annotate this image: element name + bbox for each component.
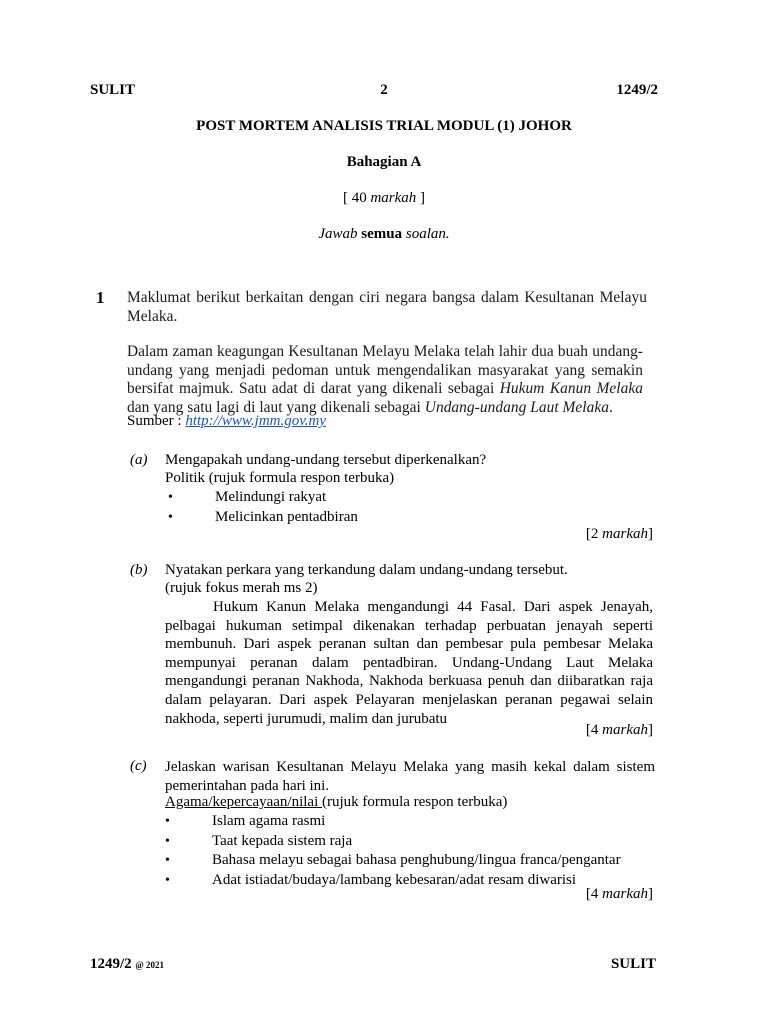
source-link[interactable]: http://www.jmm.gov.my bbox=[185, 413, 327, 429]
part-a-note: Politik (rujuk formula respon terbuka) bbox=[165, 470, 395, 486]
part-c-answer-list bbox=[165, 812, 621, 890]
part-b-marks: [4 markah] bbox=[585, 722, 653, 738]
footer-right-label: SULIT bbox=[610, 956, 656, 972]
list-item: • Bahasa melayu sebagai bahasa penghubung/lingua franca/pengantar bbox=[165, 851, 621, 871]
part-c-question: Jelaskan warisan Kesultanan Melayu Melaka yang masih kekal dalam sistem pemerintahan pada hari ini. bbox=[165, 759, 655, 794]
question-number: 1 bbox=[96, 288, 105, 307]
list-item: • Taat kepada sistem raja bbox=[165, 832, 621, 852]
list-item: • Melicinkan pentadbiran bbox=[168, 508, 358, 528]
instruction: Jawab semua soalan. bbox=[318, 226, 450, 242]
part-a-question: Mengapakah undang-undang tersebut diperkenalkan? bbox=[165, 452, 487, 468]
part-b-answer: Hukum Kanun Melaka mengandungi 44 Fasal. Dari aspek Jenayah, pelbagai hukuman setimpal dikenakan terhadap perbuatan jenayah seperti membunuh. Dari aspek peranan sultan dan pembesar pula pembesar Melaka mempunyai peranan dalam pentadbiran. Undang-Undang Laut Melaka mengandungi peranan Nakhoda, Nakhoda berkuasa penuh dan diibaratkan raja dalam pelayaran. Dari aspek Pelayaran menjelaskan peranan pegawai selain nakhoda, seperti jurumudi, malim dan jurubatu bbox=[165, 599, 653, 727]
part-b-note: (rujuk fokus merah ms 2) bbox=[165, 580, 318, 596]
source-line: Sumber : http://www.jmm.gov.my bbox=[127, 413, 327, 429]
part-c-label: (c) bbox=[130, 758, 147, 774]
section-marks: [ 40 markah ] bbox=[342, 190, 426, 206]
header-left-label: SULIT bbox=[90, 82, 136, 98]
part-c-marks: [4 markah] bbox=[585, 886, 653, 902]
section-heading: Bahagian A bbox=[346, 154, 422, 170]
footer-code: 1249/2 @ 2021 bbox=[90, 956, 165, 972]
part-b-label: (b) bbox=[130, 562, 148, 578]
part-a-label: (a) bbox=[130, 452, 148, 468]
part-c-note: Agama/kepercayaan/nilai (rujuk formula respon terbuka) bbox=[165, 794, 508, 810]
question-stem: Maklumat berikut berkaitan dengan ciri negara bangsa dalam Kesultanan Melayu Melaka. bbox=[127, 289, 647, 325]
part-b-question: Nyatakan perkara yang terkandung dalam undang-undang tersebut. bbox=[165, 562, 568, 578]
part-a-answer-list bbox=[168, 488, 358, 527]
footer-copyright: @ 2021 bbox=[135, 960, 165, 970]
part-a-marks: [2 markah] bbox=[585, 526, 653, 542]
list-item: • Adat istiadat/budaya/lambang kebesaran/adat resam diwarisi bbox=[165, 871, 621, 891]
source-passage: Dalam zaman keagungan Kesultanan Melayu Melaka telah lahir dua buah undang-undang yang menjadi pedoman untuk mengendalikan masyarakat yang semakin bersifat majmuk. Satu adat di darat yang dikenali sebagai Hukum Kanun Melaka dan yang satu lagi di laut yang dikenali sebagai Undang-undang Laut Melaka. bbox=[127, 343, 643, 416]
list-item: • Islam agama rasmi bbox=[165, 812, 621, 832]
list-item: • Melindungi rakyat bbox=[168, 488, 358, 508]
paper-code: 1249/2 bbox=[616, 82, 658, 98]
page-title: POST MORTEM ANALISIS TRIAL MODUL (1) JOHOR bbox=[196, 118, 572, 134]
page-number: 2 bbox=[380, 82, 388, 98]
